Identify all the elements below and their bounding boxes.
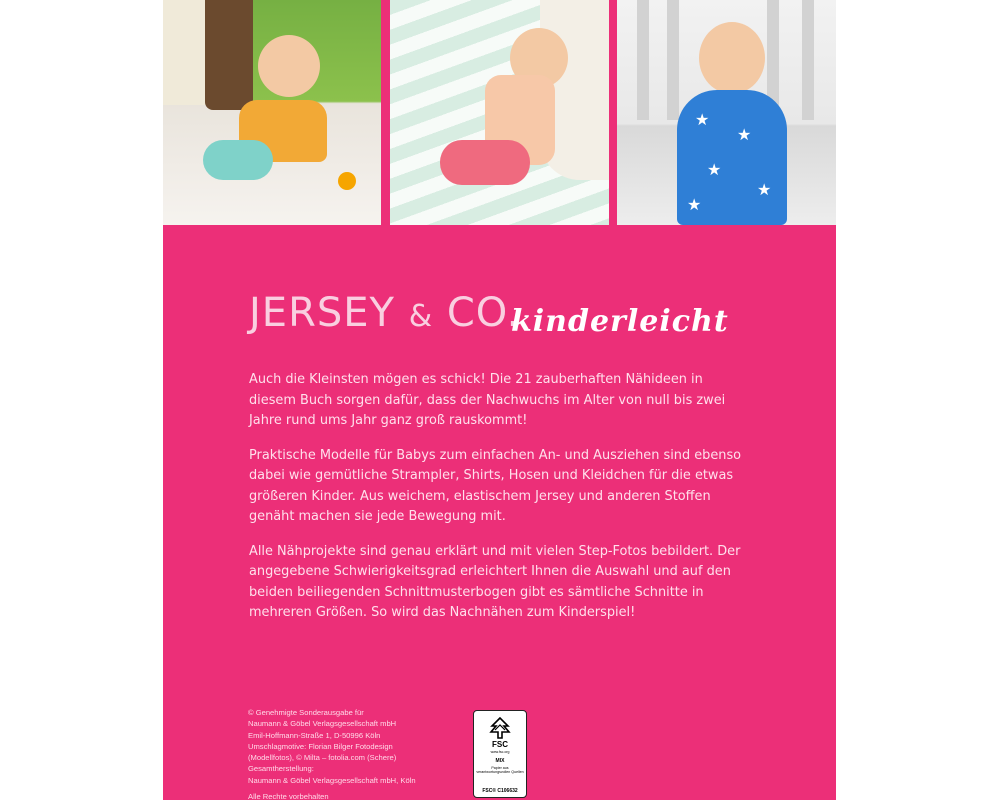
blurb-paragraph: Auch die Kleinsten mögen es schick! Die 21 zauberhaften Nähideen in diesem Buch sorgen dafür, dass der Nachwuchs im Alter von null bis zwei Jahre rund ums Jahr ganz groß rauskommt! bbox=[249, 372, 726, 428]
tree-decal bbox=[205, 0, 253, 110]
imprint bbox=[248, 707, 448, 800]
imprint-line: © Genehmigte Sonderausgabe für bbox=[248, 708, 364, 717]
pink-pants bbox=[440, 140, 530, 185]
title-word-jersey: JERSEY bbox=[249, 290, 395, 336]
fsc-label bbox=[473, 710, 527, 798]
baby-lying-photo bbox=[390, 0, 609, 225]
fsc-url: www.fsc.org bbox=[490, 750, 510, 754]
fsc-description: Papier aus verantwortungsvollen Quellen bbox=[476, 766, 524, 775]
fsc-tree-icon bbox=[488, 717, 512, 739]
book-back-cover bbox=[163, 0, 836, 800]
crib-bar bbox=[667, 0, 679, 120]
imprint-line: Emil-Hoffmann-Straße 1, D-50996 Köln bbox=[248, 730, 381, 740]
baby-head bbox=[258, 35, 320, 97]
imprint-rights: Alle Rechte vorbehalten bbox=[248, 792, 329, 800]
title-ampersand: & bbox=[408, 299, 434, 334]
baby-star-jacket-photo bbox=[617, 0, 836, 225]
star-jacket: ★ ★ ★ ★ ★ bbox=[677, 90, 787, 225]
fsc-mix: MIX bbox=[495, 758, 505, 764]
fsc-name: FSC bbox=[492, 740, 508, 749]
imprint-line: Gesamtherstellung: bbox=[248, 764, 314, 774]
baby-head bbox=[699, 22, 765, 94]
baby-crawling-photo bbox=[163, 0, 381, 225]
toy-ball bbox=[338, 172, 356, 190]
crib-bar bbox=[637, 0, 649, 120]
imprint-line: Naumann & Göbel Verlagsgesellschaft mbH bbox=[248, 719, 397, 729]
imprint-line: Naumann & Göbel Verlagsgesellschaft mbH, Köln bbox=[248, 775, 416, 785]
fsc-code: FSC® C106632 bbox=[482, 788, 518, 794]
imprint-line: Umschlagmotive: Florian Bilger Fotodesign bbox=[248, 741, 393, 751]
blurb-paragraph: Alle Nähprojekte sind genau erklärt und mit vielen Step-Fotos bebildert. Der angegebene Schwierigkeitsgrad erleichtert Ihnen die Auswahl und auf den beiden beiliegenden Schnittmusterbogen gibt es sämtliche Schnitte in mehreren Größen. So wird das Nachnähen zum Kinderspiel! bbox=[249, 543, 741, 620]
title-word-co: CO. bbox=[446, 290, 521, 336]
title-kinderleicht: kinderleicht bbox=[511, 304, 729, 339]
mint-pants bbox=[203, 140, 273, 180]
title-jersey-co bbox=[249, 290, 520, 336]
blurb-paragraph: Praktische Modelle für Babys zum einfachen An- und Ausziehen sind ebenso dabei wie gemütliche Strampler, Shirts, Hosen und Kleidchen für die etwas größeren Kinder. Aus weichem, elastischem Jersey und anderen Stoffen genäht machen sie jede Bewegung mit. bbox=[249, 447, 742, 524]
blurb-text bbox=[249, 370, 746, 638]
crib-bar bbox=[802, 0, 814, 120]
imprint-line: (Modellfotos), © Milta – fotolia.com (Schere) bbox=[248, 753, 397, 763]
